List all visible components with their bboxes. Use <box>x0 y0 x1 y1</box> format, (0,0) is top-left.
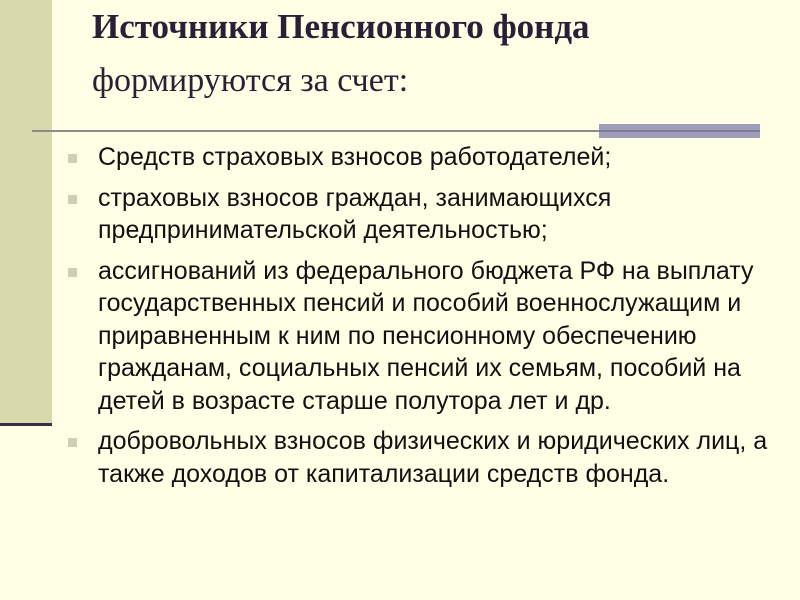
bullet-text: ассигнований из федерального бюджета РФ на выплату государственных пенсий и пособий военнослужащим и приравненным к ним по пенсионному обеспечению гражданам, социальных пенсий их семьям, пособий на детей в возрасте старше полутора лет и др. <box>98 256 754 415</box>
bullet-list <box>60 141 790 498</box>
slide-title-line-1: Источники Пенсионного фонда <box>92 7 590 46</box>
slide-title-line-2: формируются за счет: <box>92 62 409 99</box>
left-band-edge <box>0 423 52 426</box>
square-bullet-icon <box>68 438 77 447</box>
bullet-item-federal-budget <box>60 255 790 418</box>
title-divider-accent <box>599 124 760 138</box>
square-bullet-icon <box>68 154 77 163</box>
bullet-item-employer-contributions <box>60 141 790 174</box>
bullet-text: Средств страховых взносов работодателей; <box>98 143 612 171</box>
square-bullet-icon <box>68 195 77 204</box>
bullet-text: страховых взносов граждан, занимающихся предпринимательской деятельностью; <box>98 183 612 244</box>
square-bullet-icon <box>68 268 77 277</box>
slide-title <box>92 6 782 102</box>
bullet-item-voluntary-contributions <box>60 425 790 490</box>
bullet-item-entrepreneur-contributions <box>60 182 790 247</box>
bullet-text: добровольных взносов физических и юридических лиц, а также доходов от капитализации средств фонда. <box>98 427 768 488</box>
left-decorative-band <box>0 0 52 426</box>
